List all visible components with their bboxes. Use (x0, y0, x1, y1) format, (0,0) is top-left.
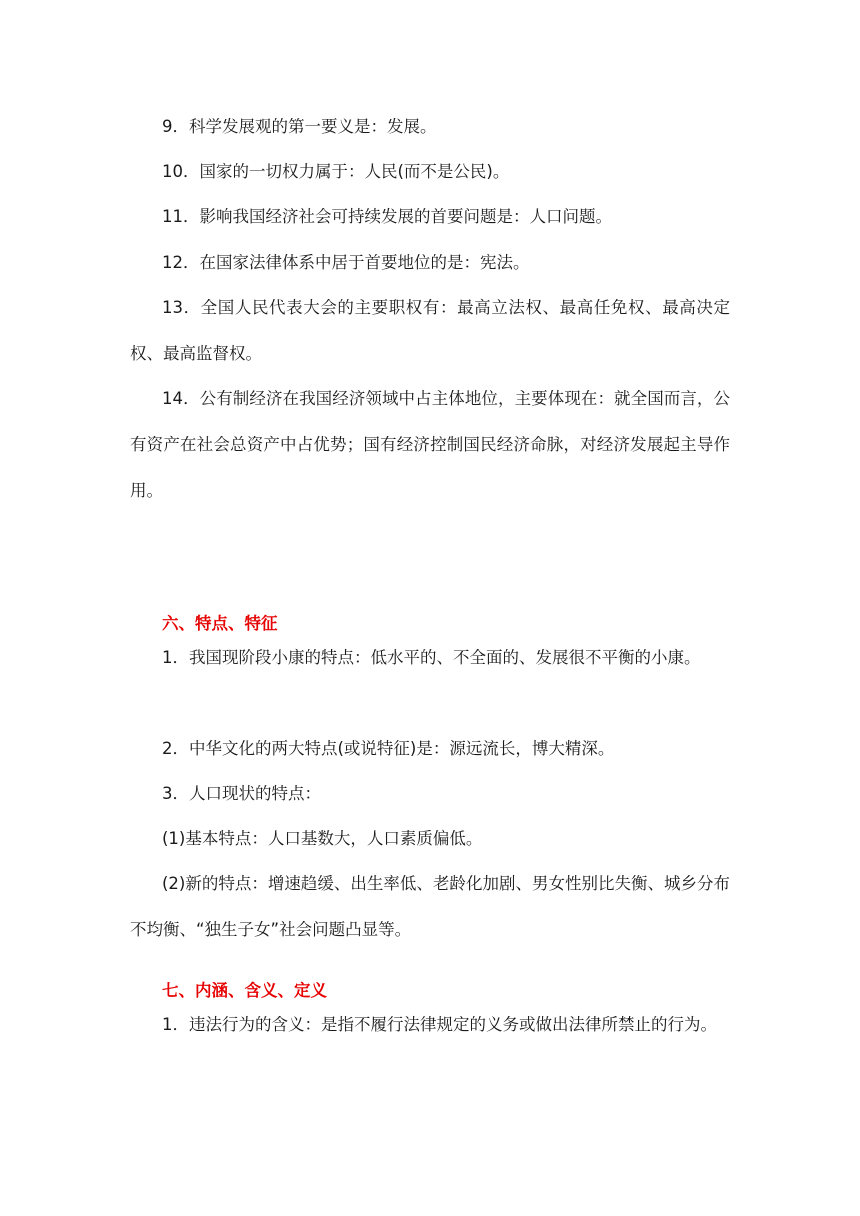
list-item: 12．在国家法律体系中居于首要地位的是：宪法。 (162, 253, 530, 272)
list-item: 14．公有制经济在我国经济领域中占主体地位，主要体现在：就全国而言，公有资产在社会总资产中占优势；国有经济控制国民经济命脉，对经济发展起主导作用。 (130, 389, 730, 500)
list-item: 1．我国现阶段小康的特点：低水平的、不全面的、发展很不平衡的小康。 (162, 648, 701, 667)
list-item: 11．影响我国经济社会可持续发展的首要问题是：人口问题。 (162, 207, 612, 226)
list-item: (2)新的特点：增速趋缓、出生率低、老龄化加剧、男女性别比失衡、城乡分布不均衡、“独生子女”社会问题凸显等。 (130, 874, 730, 939)
list-item: 10．国家的一切权力属于：人民(而不是公民)。 (162, 162, 510, 181)
section-heading: 七、内涵、含义、定义 (162, 981, 327, 1000)
list-item: 1．违法行为的含义：是指不履行法律规定的义务或做出法律所禁止的行为。 (162, 1015, 717, 1034)
list-item: (1)基本特点：人口基数大，人口素质偏低。 (162, 829, 483, 848)
list-item: 3．人口现状的特点： (162, 784, 321, 803)
section-heading: 六、特点、特征 (162, 614, 278, 633)
list-item: 13．全国人民代表大会的主要职权有：最高立法权、最高任免权、最高决定权、最高监督权。 (130, 298, 730, 363)
list-item: 2．中华文化的两大特点(或说特征)是：源远流长，博大精深。 (162, 739, 615, 758)
list-item: 9．科学发展观的第一要义是：发展。 (162, 117, 437, 136)
